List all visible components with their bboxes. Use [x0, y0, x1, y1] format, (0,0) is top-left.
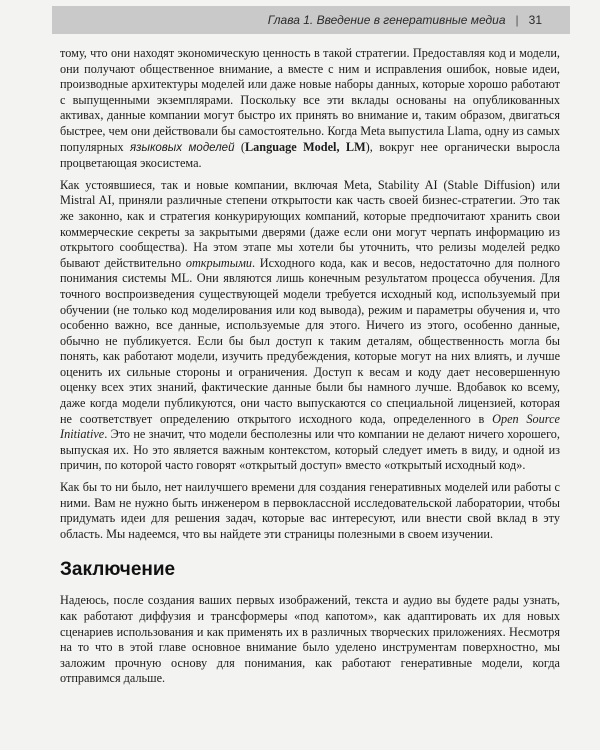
p1-text-a: тому, что они находят экономическую ценность в такой стратегии. Предоставляя код и модели, они получают общественное внимание, а вместе с ним и исправления ошибок, новые идеи, производные архитектуры моделей или даже новые наборы данных, которые хорошо работают с выпущенными экземплярами. Поскольку все эти вклады основаны на опубликованных активах, данные компании могут быстро их принять во внимание и, таким образом, двигаться быстрее, чем они действовали бы самостоятельно. Когда Meta выпустила Llama, одну из самых популярных [60, 46, 560, 154]
page-number: 31 [528, 13, 542, 27]
chapter-title: Глава 1. Введение в генеративные медиа [267, 13, 506, 27]
term-language-models: языковых моделей [130, 141, 235, 154]
p2-text-c: . Это не значит, что модели бесполезны или что компании не делают ничего хорошего, выпуская их. Но это является важным контекстом, который следует иметь в виду, и одной из причин, по которой часто говорят «открытый доступ» вместо «открытый исходный код». [60, 427, 560, 473]
open-source-initiative: Open Source Initiative [60, 411, 560, 442]
paragraph-3: Как бы то ни было, нет наилучшего времени для создания генеративных моделей или работы с ними. Вам не нужно быть инженером в первоклассной исследовательской лаборатории, чтобы придумать идеи для решения задач, которые вас интересуют, или внести свой вклад в эту область. Мы надеемся, что вы найдете эти страницы полезными в своем изучении. [60, 480, 560, 541]
header-separator: | [515, 13, 519, 27]
running-header [52, 6, 570, 34]
p2-text-a: Как устоявшиеся, так и новые компании, включая Meta, Stability AI (Stable Diffusion) или Mistral AI, приняли различные степени открытости как часть своей бизнес-стратегии. Это так же законно, как и стратегия конкурирующих компаний, которые предпочитают хранить свои коммерческие секреты за закрытыми дверями (даже если они могут черпать информацию из открытого сообщества). На этом этапе мы хотели бы уточнить, что релизы моделей редко бывают действительно [60, 177, 560, 270]
paragraph-1 [60, 46, 560, 172]
p1-text-c: ), вокруг нее органически выросла процветающая экосистема. [60, 139, 560, 171]
section-heading: Заключение [60, 559, 176, 581]
emphasis-open: открытыми [185, 255, 253, 270]
paragraph-2 [60, 178, 560, 474]
term-language-model-bold: Language Model, LM [244, 139, 366, 154]
p2-text-b: . Исходного кода, как и весов, недостаточно для полного понимания системы ML. Они являются лишь конечным результатом процесса обучения. Для точного воспроизведения существующей модели требуется исходный код, используемый при обучении (не только код моделирования или код вывода), режим и параметры обучения и, что особенно важно, все данные, используемые для этого. Ничего из этого, особенно данные, обычно не публикуется. Если бы был доступ к таким деталям, общественность могла бы понять, как работают модели, изучить предубеждения, которые могут на них влиять, и лучше оценить их сильные стороны и ограничения. Доступ к весам и коду дает несовершенную оценку всех этих знаний, фактические данные были бы намного лучше. Вдобавок ко всему, даже когда модели публикуются, они часто выпускаются со специальной лицензией, которая не соответствует определению открытого исходного кода, определенного в [60, 255, 560, 426]
conclusion-paragraph: Надеюсь, после создания ваших первых изображений, текста и аудио вы будете рады узнать, как работают диффузия и трансформеры «под капотом», как адаптировать их для новых сценариев использования и как применять их в различных творческих приложениях. Несмотря на то что в этой главе основное внимание было уделено инструментам поверхностно, мы заложим прочную основу для понимания, как работают генеративные модели, когда отправимся дальше. [60, 593, 560, 686]
page-body [60, 46, 560, 693]
p1-text-b: ( [234, 139, 245, 154]
